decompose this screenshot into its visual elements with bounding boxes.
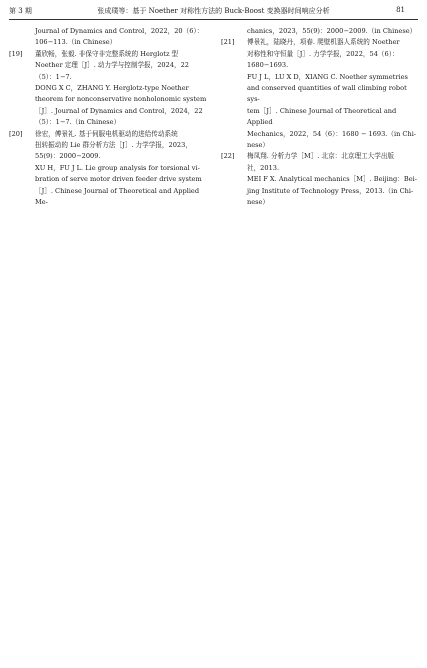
reference-21 [221,37,418,151]
reference-continuation: chanics，2023，55(9)：2000−2009.（in Chinese） [247,27,417,35]
reference-number: [20] [9,129,23,138]
header-rule [9,19,418,20]
running-title: 张成璞等：基于 Noether 对称性方法的 Buck-Boost 变换器时间响应分析 [97,7,330,15]
reference-text: 徐宏，傅景礼. 基于伺服电机驱动的进给传动系统 扭转振动的 Lie 群分析方法［J］. 力学学报，2023， 55(9)：2000−2009. XU H，FU J L. Lie group analysis for torsional vi- bration of serve motor driven feeder drive system ［J］. Chinese Journal of Theoretical and Applied Me- [35,129,202,207]
reference-number: [19] [9,49,23,58]
reference-text: 董欣畅，张毅. 非保守非完整系统的 Herglotz 型 Noether 定理［J］. 动力学与控制学报，2024，22 （5）：1−7. DONG X C，ZHANG Y. Herglotz-type Noether theorem for nonconservative nonholonomic system ［J］. Journal of Dynamics and Control，2024，22 （5）：1−7.（in Chinese） [35,49,207,127]
reference-19 [9,49,207,129]
reference-number: [22] [221,152,235,161]
reference-text: 傅景礼，陆晓丹，项春. 爬壁机器人系统的 Noether 对称性和守恒量［J］. 力学学报，2022，54（6）： 1680−1693. FU J L，LU X D，XIANG C. Noether symmetries and conserved quantities of wall climbing robot sys- tem［J］. Chinese Journal of Theoretical and Applied Mechanics，2022，54（6）：1680 − 1693.（in Chi- nese） [247,38,417,150]
left-column [9,26,207,209]
reference-text: 梅凤翔. 分析力学［M］. 北京：北京理工大学出版 社，2013. MEI F X. Analytical mechanics［M］. Beijing：Bei- jing Institute of Technology Press，2013.（in Chi- nese） [247,152,417,207]
reference-22 [221,151,418,208]
page-number: 81 [396,6,405,14]
reference-20 [9,129,207,209]
issue-label: 第 3 期 [9,7,32,15]
right-column [221,26,418,209]
reference-number: [21] [221,38,235,47]
reference-continuation: Journal of Dynamics and Control，2022，20（6）： 106−113.（in Chinese） [35,27,204,47]
